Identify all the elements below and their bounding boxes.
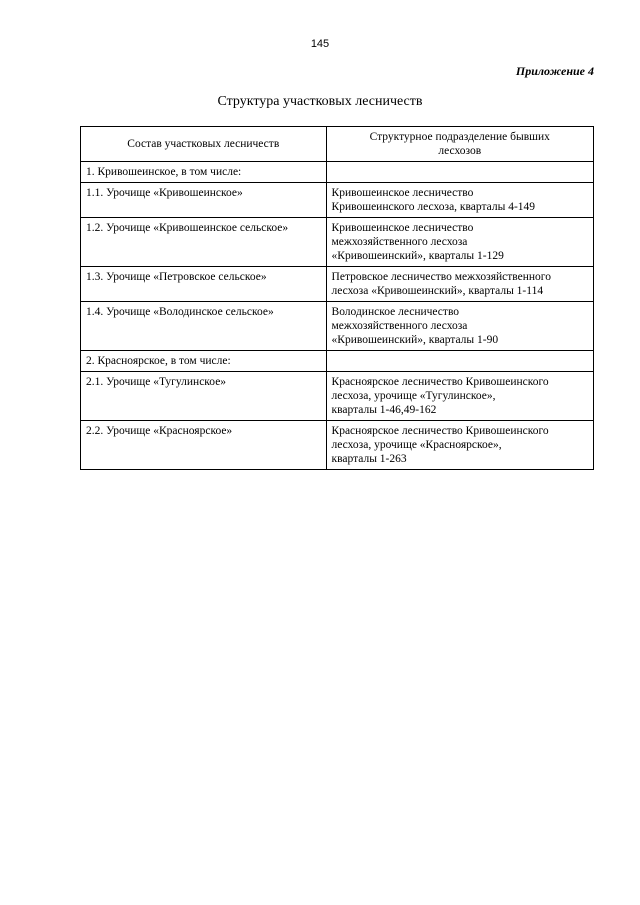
table-row xyxy=(81,218,594,267)
table-row xyxy=(81,162,594,183)
cell-line: Кривошеинское лесничество xyxy=(331,187,474,199)
cell-line: «Кривошеинский», кварталы 1-129 xyxy=(331,250,504,262)
table-row xyxy=(81,183,594,218)
cell-composition xyxy=(81,302,327,351)
cell-line: 1.1. Урочище «Кривошеинское» xyxy=(86,187,243,199)
cell-subdivision xyxy=(326,302,593,351)
cell-line: межхозяйственного лесхоза xyxy=(331,236,468,248)
cell-composition xyxy=(81,162,327,183)
header-composition xyxy=(81,127,327,162)
cell-line: Красноярское лесничество Кривошеинского xyxy=(331,425,549,437)
appendix-label: Приложение 4 xyxy=(515,64,594,78)
cell-subdivision xyxy=(326,372,593,421)
cell-line: Красноярское лесничество Кривошеинского xyxy=(331,376,549,388)
page-number: 145 xyxy=(310,38,330,50)
cell-line: 1.4. Урочище «Володинское сельское» xyxy=(86,306,274,318)
cell-line: 2. Красноярское, в том числе: xyxy=(86,355,231,367)
forestry-structure-table xyxy=(80,126,594,470)
cell-composition xyxy=(81,421,327,470)
cell-line: межхозяйственного лесхоза xyxy=(331,320,468,332)
cell-line: 2.1. Урочище «Тугулинское» xyxy=(86,376,227,388)
cell-composition xyxy=(81,267,327,302)
cell-line: 2.2. Урочище «Красноярское» xyxy=(86,425,233,437)
cell-line: лесхоза, урочище «Тугулинское», xyxy=(331,390,496,402)
cell-line: Володинское лесничество xyxy=(331,306,460,318)
cell-line: 1.2. Урочище «Кривошеинское сельское» xyxy=(86,222,289,234)
cell-line: кварталы 1-263 xyxy=(331,453,407,465)
table-row xyxy=(81,372,594,421)
cell-line: лесхоза «Кривошеинский», кварталы 1-114 xyxy=(331,285,544,297)
document-title: Структура участковых лесничеств xyxy=(217,94,423,109)
cell-composition xyxy=(81,351,327,372)
cell-subdivision xyxy=(326,267,593,302)
header-line: Структурное подразделение бывших xyxy=(369,131,550,143)
cell-subdivision xyxy=(326,183,593,218)
table-row xyxy=(81,421,594,470)
cell-subdivision xyxy=(326,421,593,470)
table-row xyxy=(81,267,594,302)
cell-line: 1. Кривошеинское, в том числе: xyxy=(86,166,242,178)
cell-composition xyxy=(81,372,327,421)
header-line: лесхозов xyxy=(438,145,482,157)
cell-composition xyxy=(81,218,327,267)
cell-subdivision xyxy=(326,351,593,372)
cell-subdivision xyxy=(326,218,593,267)
cell-line: Кривошеинского лесхоза, кварталы 4-149 xyxy=(331,201,536,213)
cell-line: Кривошеинское лесничество xyxy=(331,222,474,234)
cell-composition xyxy=(81,183,327,218)
cell-line: Петровское лесничество межхозяйственного xyxy=(331,271,551,283)
table-row xyxy=(81,351,594,372)
cell-line: кварталы 1-46,49-162 xyxy=(331,404,437,416)
header-line: Состав участковых лесничеств xyxy=(127,138,280,150)
table-row xyxy=(81,302,594,351)
header-subdivision xyxy=(326,127,593,162)
cell-line: лесхоза, урочище «Красноярское», xyxy=(331,439,502,451)
cell-subdivision xyxy=(326,162,593,183)
cell-line: 1.3. Урочище «Петровское сельское» xyxy=(86,271,267,283)
table-header-row xyxy=(81,127,594,162)
cell-line: «Кривошеинский», кварталы 1-90 xyxy=(331,334,499,346)
